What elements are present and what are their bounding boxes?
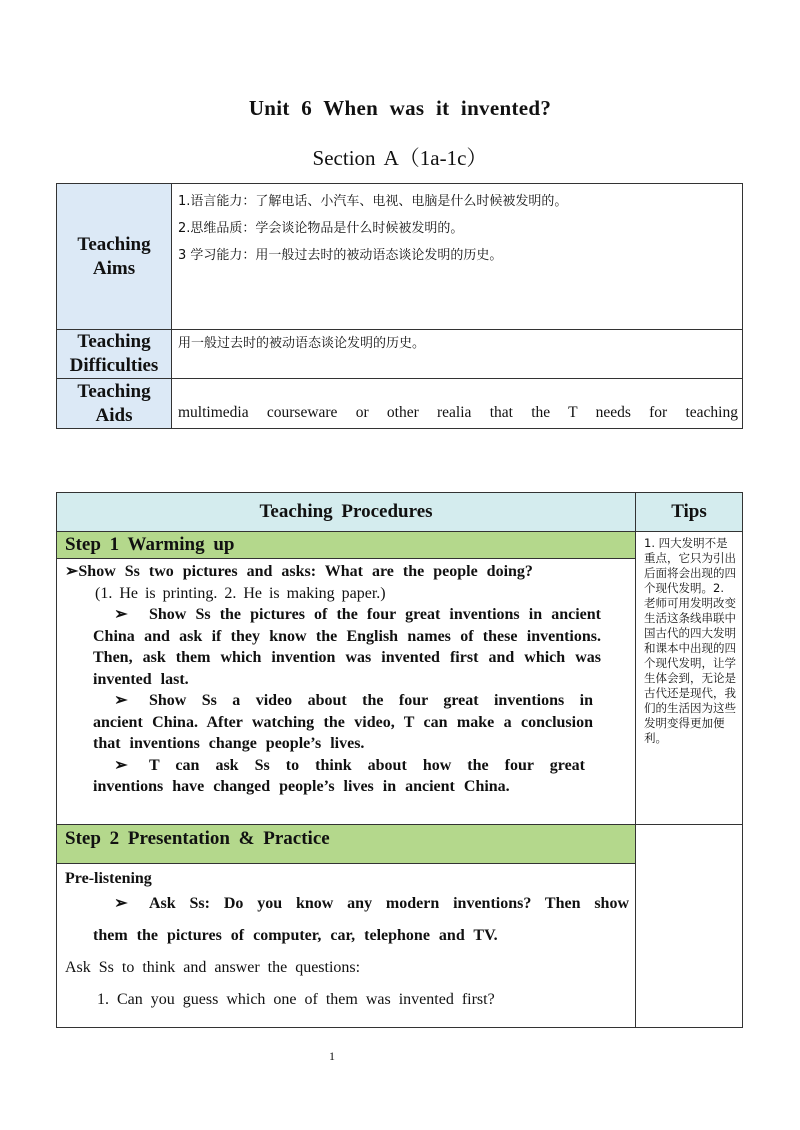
teaching-aims-label [57,184,172,330]
bullet-text: Ask Ss: Do you know any modern inventions? Then show them the pictures of computer, car, telephone and TV. [93,895,629,944]
bullet-text: T can ask Ss to think about how the four great inventions have changed people’s lives in ancient China. [93,756,585,795]
arrow-bullet-icon: ➢ [114,692,128,709]
teaching-difficulties-content: 用一般过去时的被动语态谈论发明的历史。 [172,330,743,379]
bullet-text: Show Ss a video about the four great inventions in ancient China. After watching the video, T can make a conclusion that inventions change people’s lives. [93,692,593,752]
teaching-aims-content [172,184,743,330]
step1-body [57,558,635,798]
pre-listening-heading: Pre-listening [65,870,152,887]
teaching-difficulties-label [57,330,172,379]
arrow-bullet-icon: ➢ [114,606,128,623]
label-line: Teaching [77,233,151,255]
aim-item: 1.语言能力：了解电话、小汽车、电视、电脑是什么时候被发明的。 [178,194,568,209]
question-1: 1. Can you guess which one of them was invented first? [97,991,495,1008]
teaching-aids-content: multimedia courseware or other realia that the T needs for teaching [172,379,743,429]
tips-header: Tips [636,493,743,532]
step2-title: Step 2 Presentation & Practice [57,825,635,863]
teaching-aims-table [56,183,743,429]
label-line: Difficulties [69,355,159,376]
step1-bullet [57,755,635,798]
step1-line1: ➢Show Ss two pictures and asks: What are the people doing? [65,563,533,580]
document-title: Unit 6 When was it invented? [248,96,552,120]
aim-item: 3 学习能力：用一般过去时的被动语态谈论发明的历史。 [178,248,503,263]
step2-tips [636,825,743,1028]
arrow-bullet-icon: ➢ [114,895,128,912]
ask-line: Ask Ss to think and answer the questions: [65,959,361,976]
step1-line2: (1. He is printing. 2. He is making paper.) [95,584,386,602]
teaching-procedures-table [56,492,743,1028]
step1-title: Step 1 Warming up [57,532,635,558]
arrow-bullet-icon: ➢ [114,756,128,774]
step2-bullet [57,888,635,952]
step1-cell [57,532,636,825]
step1-bullet [57,690,635,755]
bullet-text: Show Ss the pictures of the four great inventions in ancient China and ask if they know the English names of these inventions. Then, ask them which invention was invented first and which was invented last. [93,606,601,688]
label-line: Teaching [77,380,151,402]
step1-tips: 1. 四大发明不是重点，它只为引出后面将会出现的四个现代发明。2. 老师可用发明改变生活这条线串联中国古代的四大发明和课本中出现的四个现代发明，让学生体会到，无论是古代还是现代，我们的生活因为这些发明变得更加便利。 [636,532,743,825]
label-line: Teaching [77,331,151,352]
procedures-header: Teaching Procedures [57,493,636,532]
teaching-aids-label [57,379,172,429]
label-line: Aims [92,257,136,279]
step1-bullet [57,604,635,690]
page-number: 1 [329,1049,335,1063]
step2-cell [57,825,636,1028]
document-subtitle: Section A（1a-1c） [312,146,488,170]
label-line: Aids [95,404,133,426]
step2-body [57,863,635,1016]
aim-item: 2.思维品质：学会谈论物品是什么时候被发明的。 [178,221,464,236]
